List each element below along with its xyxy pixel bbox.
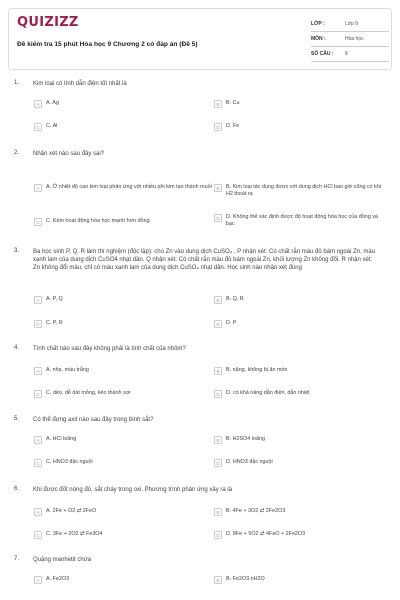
question-number: 5. bbox=[14, 416, 20, 422]
option-a[interactable] bbox=[34, 100, 224, 108]
option-letter: A bbox=[34, 100, 42, 108]
option-letter: B bbox=[214, 367, 222, 375]
option-letter: A bbox=[34, 184, 42, 192]
worksheet-header bbox=[8, 8, 392, 70]
option-letter: B bbox=[214, 184, 222, 192]
option-d[interactable] bbox=[214, 390, 386, 398]
question-text: Ba học sinh P, Q, R làm thí nghiệm (độc lập): cho Zn vào dung dịch CuSO₄ . P nhận xét: Có chất rắn màu đỏ bám ngoài Zn, màu xanh lam của dung dịch CuSO4 nhạt dần. Q nhận xét: Có chất rắn màu đỏ bám ngoài Zn, khối lượng Zn không đổi. R nhận xét: Zn không đổi màu, chỉ có màu xanh lam của dung dịch CuSO₄ nhạt dần. Học sinh nào nhận xét đúng bbox=[33, 249, 376, 271]
option-letter: D bbox=[214, 214, 222, 222]
meta-label: SỐ CÂU : bbox=[311, 51, 334, 57]
option-text: A. nhẹ, màu trắng bbox=[46, 367, 89, 373]
option-text: A. 2Fe + O2 ⇄ 2FeO bbox=[46, 508, 97, 514]
option-text: B. nặng, không bị ăn mòn bbox=[226, 367, 288, 373]
question-number: 7. bbox=[14, 556, 20, 562]
option-letter: C bbox=[34, 123, 42, 131]
option-letter: B bbox=[214, 508, 222, 516]
option-letter: D bbox=[214, 320, 222, 328]
option-letter: B bbox=[214, 576, 222, 584]
option-text: A. Ở nhiệt độ cao kim loại phản ứng với nhiều phi kim tạo thành muối bbox=[46, 184, 212, 190]
option-a[interactable] bbox=[34, 367, 224, 375]
option-text: C. Kém hoạt động hóa học mạnh hơn đồng bbox=[46, 218, 150, 224]
option-a[interactable] bbox=[34, 296, 224, 304]
question-number: 3. bbox=[14, 248, 20, 254]
option-b[interactable] bbox=[214, 184, 386, 198]
worksheet-meta bbox=[311, 17, 389, 62]
option-letter: D bbox=[214, 123, 222, 131]
option-text: B. Cu bbox=[226, 100, 240, 106]
question-text: Có thể đựng axit nào sau đây trong bình sắt? bbox=[33, 417, 154, 423]
option-b[interactable] bbox=[214, 436, 386, 444]
option-letter: D bbox=[214, 459, 222, 467]
option-text: B. Fe2O3.nH2O bbox=[226, 576, 265, 582]
option-text: A. HCl loãng bbox=[46, 436, 77, 442]
meta-row-count bbox=[311, 47, 389, 62]
option-b[interactable] bbox=[214, 367, 386, 375]
option-d[interactable] bbox=[214, 459, 386, 467]
option-text: C. 3Fe + 2O2 ⇄ Fe3O4 bbox=[46, 531, 103, 537]
option-text: D. Fe bbox=[226, 123, 240, 129]
option-letter: C bbox=[34, 390, 42, 398]
meta-value: Hóa học bbox=[345, 36, 364, 42]
meta-label: LỚP : bbox=[311, 21, 325, 27]
option-d[interactable] bbox=[214, 123, 386, 131]
question-text: Kim loại có tính dẫn điện tốt nhất là bbox=[33, 81, 127, 87]
question-text: Quặng manhetit chứa bbox=[33, 557, 92, 563]
option-b[interactable] bbox=[214, 508, 386, 516]
option-text: D. Không thể xác định được độ hoạt động hóa học của đồng và bạc bbox=[226, 214, 378, 227]
meta-label: MÔN : bbox=[311, 36, 326, 42]
option-b[interactable] bbox=[214, 100, 386, 108]
option-letter: D bbox=[214, 390, 222, 398]
option-text: C. P, R bbox=[46, 320, 63, 326]
question-text: Nhận xét nào sau đây sai? bbox=[33, 151, 105, 157]
option-b[interactable] bbox=[214, 296, 386, 304]
option-b[interactable] bbox=[214, 576, 386, 584]
option-d[interactable] bbox=[214, 320, 386, 328]
option-text: D. P bbox=[226, 320, 237, 326]
option-d[interactable] bbox=[214, 531, 386, 539]
option-a[interactable] bbox=[34, 436, 224, 444]
option-c[interactable] bbox=[34, 218, 224, 226]
worksheet-title: Đề kiểm tra 15 phút Hóa học 9 Chương 2 có đáp án (Đề 5) bbox=[17, 41, 198, 48]
option-a[interactable] bbox=[34, 184, 224, 192]
option-letter: C bbox=[34, 218, 42, 226]
option-text: B. Kim loại tác dụng được với dung dịch HCl bao giờ cũng có khí H2 thoát ra bbox=[226, 184, 382, 197]
option-c[interactable] bbox=[34, 390, 224, 398]
option-letter: B bbox=[214, 296, 222, 304]
option-text: D. có khả năng dẫn điện, dẫn nhiệt bbox=[226, 390, 310, 396]
option-text: A. P, Q bbox=[46, 296, 63, 302]
option-text: C. HNO3 đặc nguội bbox=[46, 459, 93, 465]
question-text: Tính chất nào sau đây không phải là tính chất của nhôm? bbox=[33, 346, 186, 352]
option-d[interactable] bbox=[214, 214, 386, 228]
option-c[interactable] bbox=[34, 459, 224, 467]
option-text: B. H2SO4 loãng bbox=[226, 436, 265, 442]
option-a[interactable] bbox=[34, 576, 224, 584]
option-text: C. dẻo, dễ dát mỏng, kéo thành sợi bbox=[46, 390, 131, 396]
option-text: B. Q, R bbox=[226, 296, 244, 302]
meta-value: Lớp 9 bbox=[345, 21, 359, 27]
option-letter: A bbox=[34, 436, 42, 444]
option-text: A. Fe2O3 bbox=[46, 576, 70, 582]
question-number: 4. bbox=[14, 345, 20, 351]
option-text: D. HNO3 đặc nguội bbox=[226, 459, 273, 465]
question-number: 2. bbox=[14, 150, 20, 156]
option-c[interactable] bbox=[34, 531, 224, 539]
option-letter: C bbox=[34, 531, 42, 539]
option-letter: A bbox=[34, 367, 42, 375]
option-letter: A bbox=[34, 296, 42, 304]
option-letter: B bbox=[214, 436, 222, 444]
option-text: C. Al bbox=[46, 123, 58, 129]
option-letter: C bbox=[34, 320, 42, 328]
option-text: A. Ag bbox=[46, 100, 59, 106]
option-letter: A bbox=[34, 508, 42, 516]
option-letter: A bbox=[34, 576, 42, 584]
option-a[interactable] bbox=[34, 508, 224, 516]
option-text: B. 4Fe + 3O2 ⇄ 2Fe2O3 bbox=[226, 508, 286, 514]
meta-row-subject bbox=[311, 32, 389, 47]
question-text: Khi được đốt nóng đỏ, sắt cháy trong oxi. Phương trình phản ứng xảy ra là bbox=[33, 487, 233, 493]
option-letter: C bbox=[34, 459, 42, 467]
question-number: 6. bbox=[14, 486, 20, 492]
meta-value: 8 bbox=[345, 51, 348, 57]
option-text: D. 8Fe + 5O2 ⇄ 4FeO + 2Fe2O3 bbox=[226, 531, 306, 537]
option-c[interactable] bbox=[34, 320, 224, 328]
meta-row-class bbox=[311, 17, 389, 32]
option-letter: B bbox=[214, 100, 222, 108]
option-c[interactable] bbox=[34, 123, 224, 131]
question-number: 1. bbox=[14, 80, 20, 86]
quizizz-logo: QUIZIZZ bbox=[17, 15, 79, 30]
option-letter: D bbox=[214, 531, 222, 539]
